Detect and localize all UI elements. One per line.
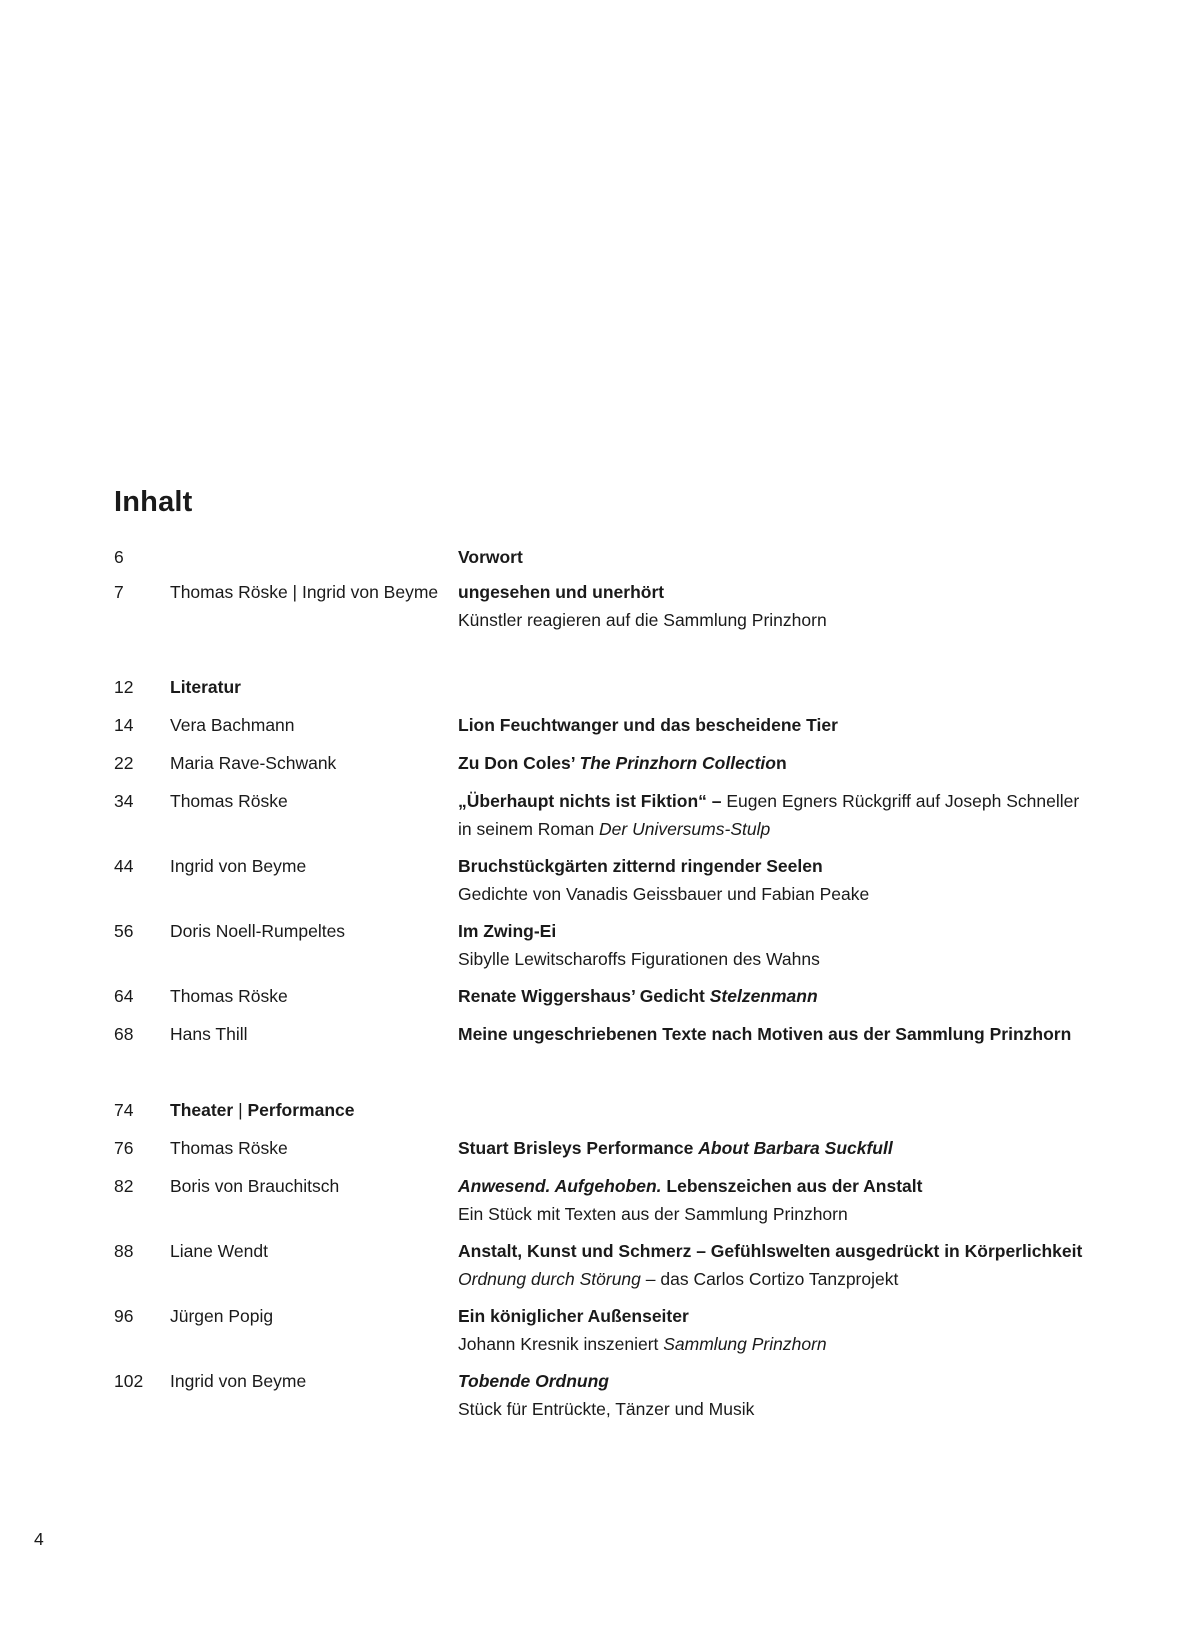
toc-page-number: 44	[114, 856, 134, 876]
text-run: Tobende Ordnung	[458, 1371, 609, 1391]
toc-author: Hans Thill	[170, 1024, 248, 1044]
text-run: Performance	[247, 1100, 355, 1120]
text-run: |	[233, 1100, 248, 1120]
toc-title	[458, 1302, 1098, 1330]
text-run: Lebenszeichen aus der Anstalt	[661, 1176, 923, 1196]
text-run: Meine ungeschriebenen Texte nach Motiven aus der Sammlung Prinzhorn	[458, 1024, 1072, 1044]
text-run: Gedichte von Vanadis Geissbauer und Fabian Peake	[458, 884, 870, 904]
text-run: Ein königlicher Außenseiter	[458, 1306, 689, 1326]
toc-subtitle	[458, 1200, 1098, 1228]
toc-page-number: 22	[114, 753, 134, 773]
toc-title-block	[458, 1134, 1098, 1162]
text-run: ungesehen und unerhört	[458, 582, 665, 602]
toc-title	[458, 1020, 1098, 1048]
toc-page-number: 102	[114, 1371, 144, 1391]
toc-title	[458, 711, 1098, 739]
toc-author: Vera Bachmann	[170, 715, 295, 735]
toc-author: Jürgen Popig	[170, 1306, 274, 1326]
toc-title-block	[458, 543, 1098, 571]
toc-subtitle	[458, 1395, 1098, 1423]
toc-author: Ingrid von Beyme	[170, 1371, 307, 1391]
toc-title	[458, 787, 1098, 815]
toc-title	[458, 1367, 1098, 1395]
text-run: Der Universums-Stulp	[599, 819, 771, 839]
toc-title-block	[458, 749, 1098, 777]
page-title: Inhalt	[114, 486, 193, 518]
text-run: Zu Don Coles’	[458, 753, 580, 773]
toc-subtitle	[458, 815, 1098, 843]
toc-title-block	[458, 1367, 1098, 1423]
text-run: Ein Stück mit Texten aus der Sammlung Prinzhorn	[458, 1204, 848, 1224]
text-run: About Barbara Suckfull	[698, 1138, 893, 1158]
text-run: Lion Feuchtwanger und das bescheidene Tier	[458, 715, 838, 735]
text-run: Im Zwing-Ei	[458, 921, 557, 941]
toc-title	[458, 543, 1098, 571]
toc-page-number: 82	[114, 1176, 134, 1196]
toc-title-block	[458, 982, 1098, 1010]
toc-page-number: 96	[114, 1306, 134, 1326]
toc-author: Ingrid von Beyme	[170, 856, 307, 876]
text-run: Literatur	[170, 677, 241, 697]
toc-subtitle	[458, 606, 1098, 634]
toc-section-label	[170, 673, 241, 701]
text-run: Sammlung Prinzhorn	[663, 1334, 827, 1354]
toc-subtitle	[458, 1265, 1098, 1293]
text-run: n	[775, 753, 787, 773]
toc-page-number: 12	[114, 677, 134, 697]
toc-author: Liane Wendt	[170, 1241, 268, 1261]
text-run: – das Carlos Cortizo Tanzprojekt	[640, 1269, 899, 1289]
toc-title	[458, 982, 1098, 1010]
text-run: Johann Kresnik inszeniert	[458, 1334, 664, 1354]
toc-author: Doris Noell-Rumpeltes	[170, 921, 346, 941]
text-run: Anwesend. Aufgehoben.	[458, 1176, 662, 1196]
toc-page-number: 68	[114, 1024, 134, 1044]
text-run: Stuart Brisleys Performance	[458, 1138, 699, 1158]
toc-title-block	[458, 1172, 1098, 1228]
toc-page-number: 64	[114, 986, 134, 1006]
toc-subtitle	[458, 945, 1098, 973]
text-run: Sibylle Lewitscharoffs Figurationen des Wahns	[458, 949, 820, 969]
toc-title-block	[458, 852, 1098, 908]
toc-page-number: 56	[114, 921, 134, 941]
toc-page-number: 74	[114, 1100, 134, 1120]
toc-page-number: 6	[114, 547, 124, 567]
toc-title-block	[458, 787, 1098, 843]
toc-title-block	[458, 1302, 1098, 1358]
toc-title-block	[458, 1020, 1098, 1048]
toc-page-number: 76	[114, 1138, 134, 1158]
text-run: Vorwort	[458, 547, 523, 567]
text-run: „Überhaupt nichts ist Fiktion“ –	[458, 791, 727, 811]
toc-title	[458, 578, 1098, 606]
text-run: in seinem Roman	[458, 819, 600, 839]
toc-section-label	[170, 1096, 355, 1124]
text-run: Renate Wiggershaus’ Gedicht	[458, 986, 710, 1006]
toc-title	[458, 1172, 1098, 1200]
text-run: Stelzenmann	[709, 986, 818, 1006]
toc-title-block	[458, 578, 1098, 634]
toc-page-number: 34	[114, 791, 134, 811]
toc-subtitle	[458, 1330, 1098, 1358]
text-run: The Prinzhorn Collectio	[579, 753, 776, 773]
toc-subtitle	[458, 880, 1098, 908]
toc-author: Thomas Röske	[170, 1138, 288, 1158]
toc-title	[458, 1237, 1098, 1265]
text-run: Bruchstückgärten zitternd ringender Seelen	[458, 856, 823, 876]
toc-author: Boris von Brauchitsch	[170, 1176, 340, 1196]
text-run: Anstalt, Kunst und Schmerz – Gefühlswelten ausgedrückt in Körperlichkeit	[458, 1241, 1083, 1261]
toc-title-block	[458, 711, 1098, 739]
text-run: Eugen Egners Rückgriff auf Joseph Schneller	[726, 791, 1080, 811]
toc-author: Thomas Röske	[170, 986, 288, 1006]
toc-title-block	[458, 917, 1098, 973]
toc-title-block	[458, 1237, 1098, 1293]
toc-author: Thomas Röske | Ingrid von Beyme	[170, 582, 439, 602]
toc-title	[458, 852, 1098, 880]
toc-author: Maria Rave-Schwank	[170, 753, 337, 773]
toc-title	[458, 749, 1098, 777]
text-run: Künstler reagieren auf die Sammlung Prinzhorn	[458, 610, 827, 630]
toc-page-number: 88	[114, 1241, 134, 1261]
toc-title	[458, 917, 1098, 945]
text-run: Ordnung durch Störung	[458, 1269, 641, 1289]
text-run: Theater	[170, 1100, 234, 1120]
toc-page-number: 7	[114, 582, 124, 602]
toc-page-number: 14	[114, 715, 134, 735]
toc-author: Thomas Röske	[170, 791, 288, 811]
page-number: 4	[34, 1529, 44, 1549]
text-run: Stück für Entrückte, Tänzer und Musik	[458, 1399, 755, 1419]
toc-title	[458, 1134, 1098, 1162]
